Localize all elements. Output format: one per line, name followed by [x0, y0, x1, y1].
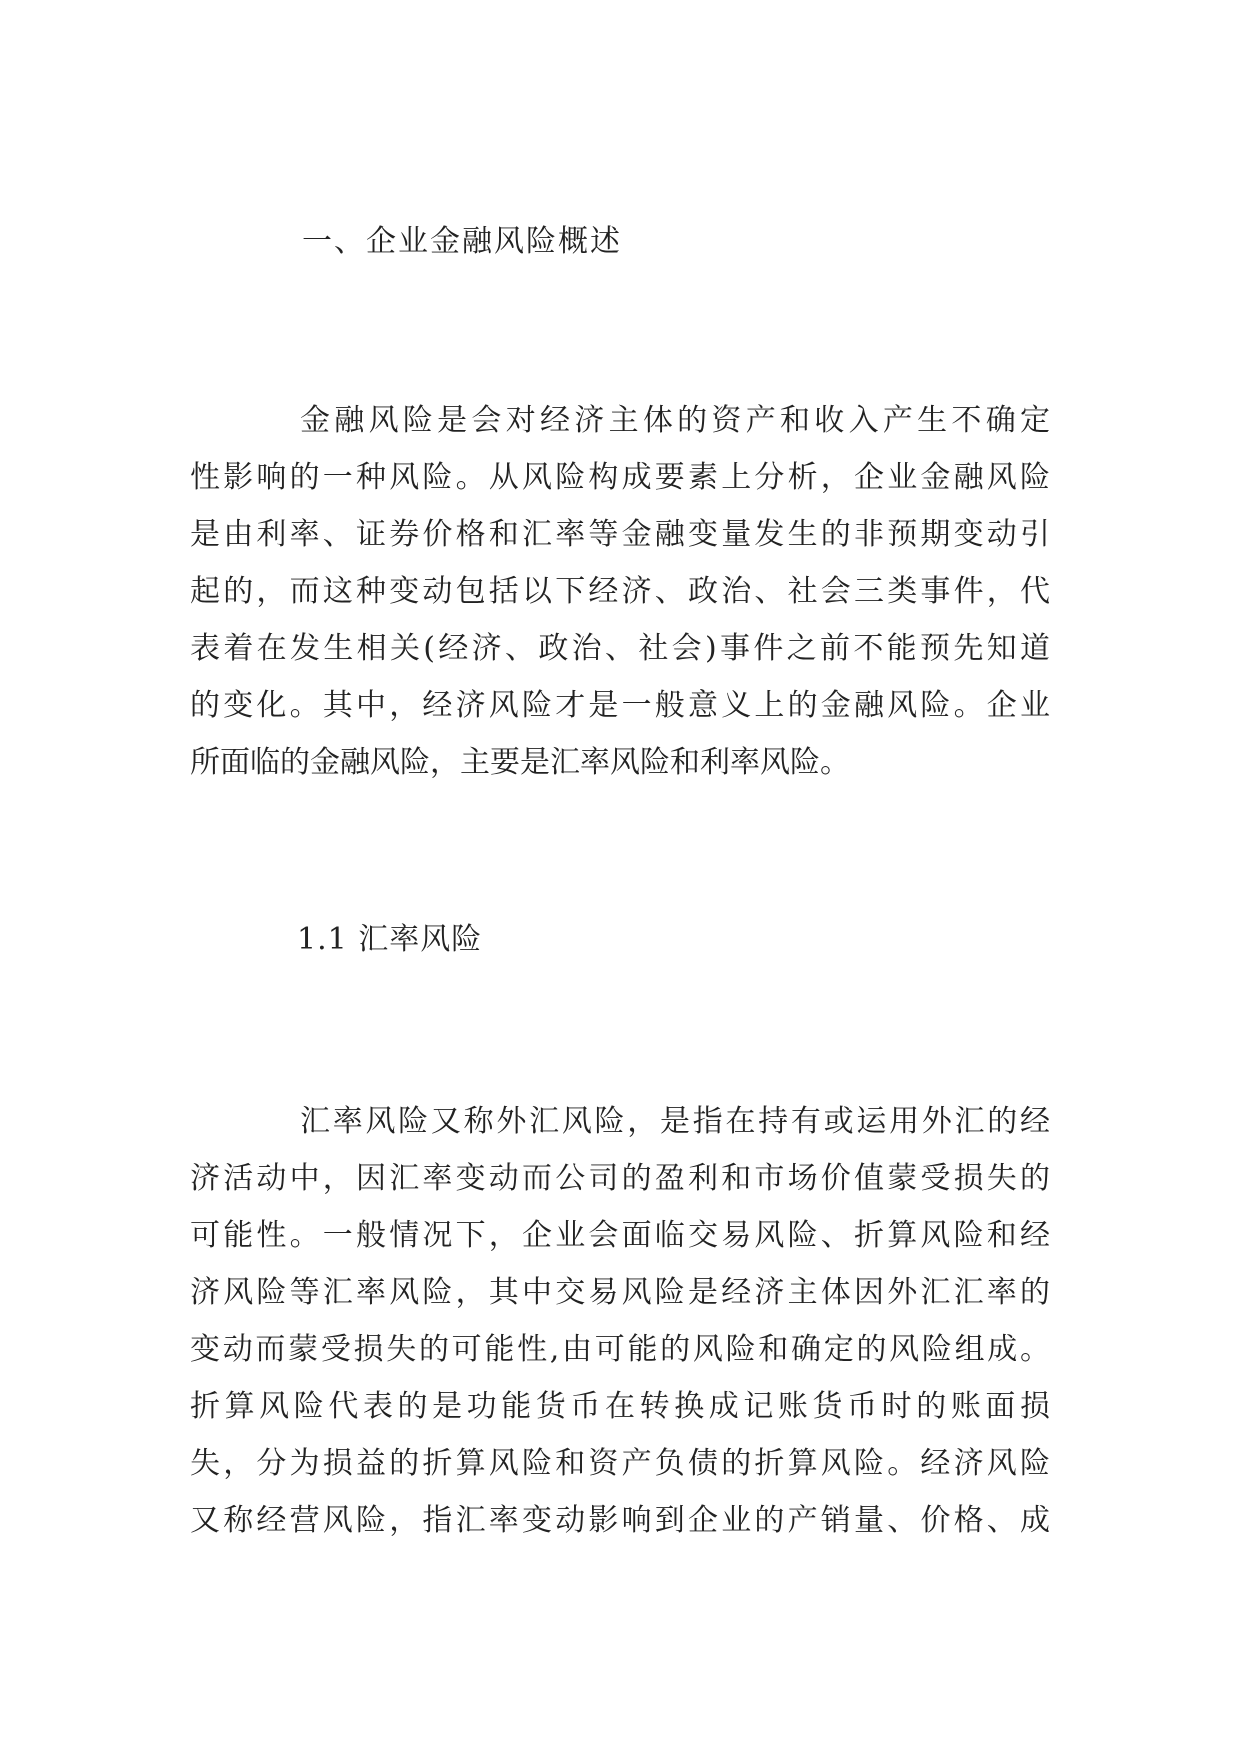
paragraph-line: 折算风险代表的是功能货币在转换成记账货币时的账面损 — [190, 1389, 1050, 1424]
paragraph-financial-risk — [190, 392, 1050, 791]
paragraph-line: 起的，而这种变动包括以下经济、政治、社会三类事件，代 — [190, 574, 1050, 609]
paragraph-line: 金融风险是会对经济主体的资产和收入产生不确定 — [300, 403, 1050, 438]
paragraph-line: 又称经营风险，指汇率变动影响到企业的产销量、价格、成 — [190, 1503, 1050, 1538]
paragraph-line: 失，分为损益的折算风险和资产负债的折算风险。经济风险 — [190, 1446, 1050, 1481]
paragraph-line: 济风险等汇率风险，其中交易风险是经济主体因外汇汇率的 — [190, 1275, 1050, 1310]
section-heading-exchange-rate-risk: 1.1 汇率风险 — [297, 922, 483, 957]
paragraph-line: 是由利率、证券价格和汇率等金融变量发生的非预期变动引 — [190, 517, 1050, 552]
section-heading-overview: 一、企业金融风险概述 — [302, 224, 622, 259]
paragraph-line: 表着在发生相关(经济、政治、社会)事件之前不能预先知道 — [190, 631, 1050, 666]
paragraph-line: 的变化。其中，经济风险才是一般意义上的金融风险。企业 — [190, 688, 1050, 723]
paragraph-line: 济活动中，因汇率变动而公司的盈利和市场价值蒙受损失的 — [190, 1161, 1050, 1196]
paragraph-line: 变动而蒙受损失的可能性,由可能的风险和确定的风险组成。 — [190, 1332, 1050, 1367]
paragraph-line: 所面临的金融风险，主要是汇率风险和利率风险。 — [190, 745, 850, 780]
paragraph-line: 汇率风险又称外汇风险，是指在持有或运用外汇的经 — [300, 1104, 1050, 1139]
paragraph-line: 可能性。一般情况下，企业会面临交易风险、折算风险和经 — [190, 1218, 1050, 1253]
paragraph-exchange-rate-risk — [190, 1093, 1050, 1549]
paragraph-line: 性影响的一种风险。从风险构成要素上分析，企业金融风险 — [190, 460, 1050, 495]
